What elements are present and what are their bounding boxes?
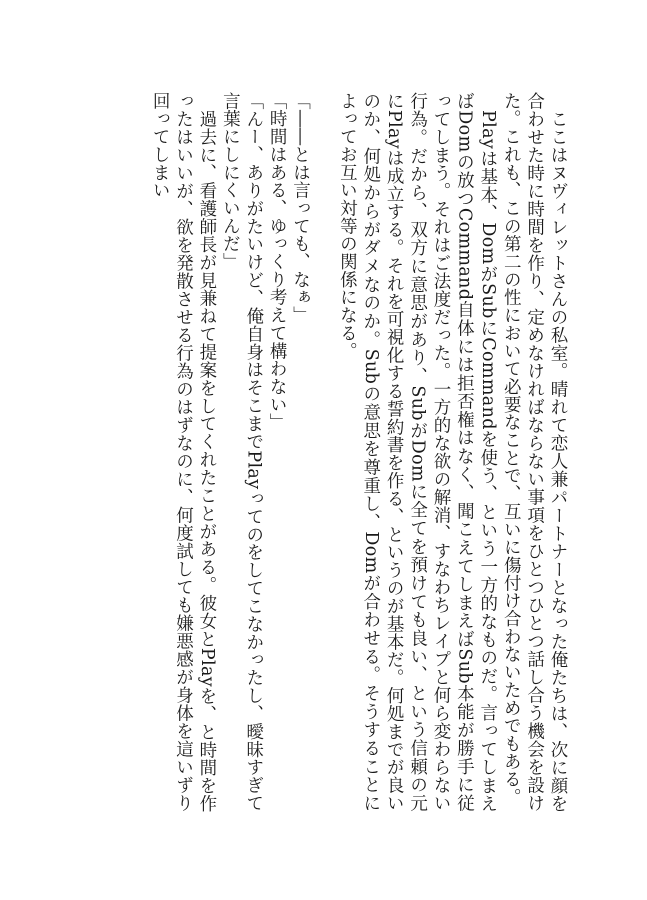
blank-line — [312, 92, 335, 110]
vertical-text-body — [148, 92, 569, 812]
dialogue-line-3: 「んー、ありがたいけど、俺自身はそこまでPlayってのをしてこなかったし、曖昧すぎて言葉にしにくいんだ」 — [220, 92, 264, 812]
paragraph-play-rules: Playは基本、DomがSubにCommandを使う、という一方的なものだ。言ってしまえばDomの放つCommand自体には拒否権はなく、聞こえてしまえばSub本能が勝手に従ってしまう。それはご法度だった。一方的な欲の解消、すなわちレイプと何ら変わらない行為。だから、双方に意思があり、SubがDomに全てを預けても良い、という信頼の元にPlayは成立する。それを可視化する誓約書を作る、というのが基本だ。何処までが良いのか、何処からがダメなのか。Subの意思を尊重し、Domが合わせる。そうすることによってお互い対等の関係になる。 — [337, 92, 498, 812]
paragraph-closing: 過去に、看護師長が見兼ねて提案をしてくれたことがある。彼女とPlayを、と時間を作ったはいいが、欲を発散させる行為のはずなのに、何度試しても嫌悪感が身体を這いずり回ってしまい — [150, 92, 217, 812]
dialogue-line-2: 「時間はある、ゆっくり考えて構わない」 — [267, 92, 288, 432]
dialogue-line-1: 「――とは言っても、なぁ」 — [290, 92, 311, 325]
paragraph-intro: ここはヌヴィレットさんの私室。晴れて恋人兼パートナーとなった俺たちは、次に顔を合わせた時に時間を作り、定めなければならない事項をひとつひとつ話し合う機会を設けた。これも、この第二の性において必要なことで、互いに傷付け合わないためでもある。 — [501, 92, 568, 812]
